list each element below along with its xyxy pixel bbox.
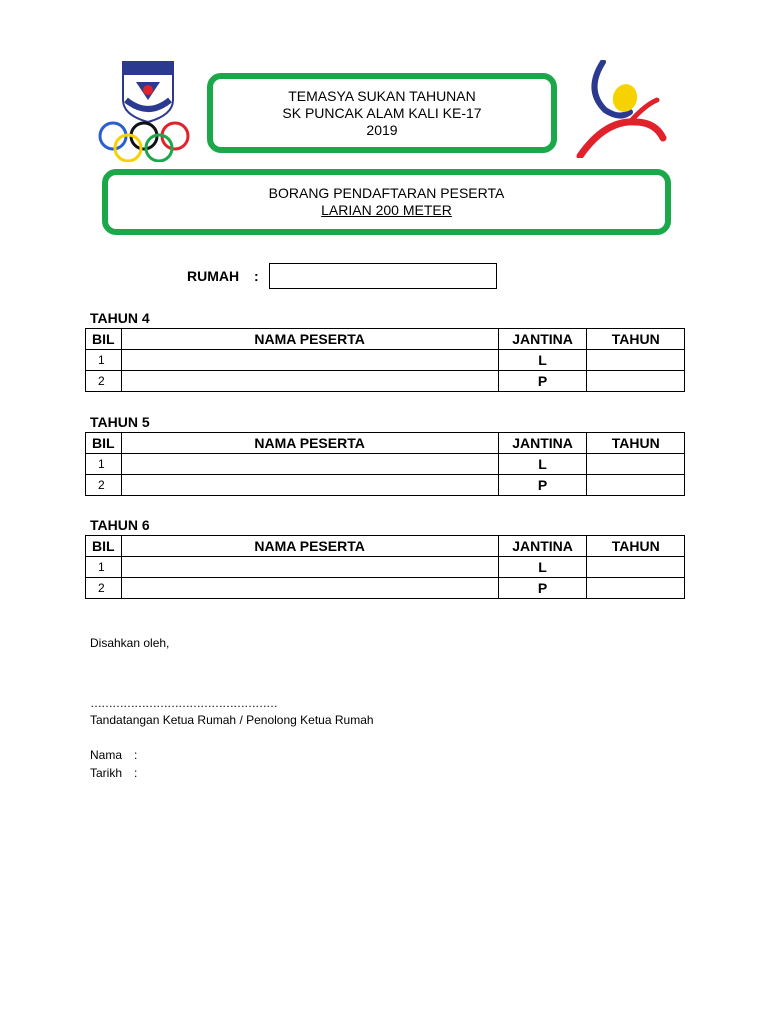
table-tahun-5 bbox=[85, 432, 685, 496]
sports-figure-logo bbox=[575, 60, 667, 158]
table-row bbox=[86, 371, 685, 392]
col-bil: BIL bbox=[86, 433, 122, 454]
cell-tahun-input[interactable] bbox=[587, 578, 685, 599]
cell-bil: 1 bbox=[86, 350, 122, 371]
table-row bbox=[86, 475, 685, 496]
event-title-box bbox=[207, 73, 557, 153]
cell-tahun-input[interactable] bbox=[587, 371, 685, 392]
cell-nama-input[interactable] bbox=[121, 557, 498, 578]
cell-nama-input[interactable] bbox=[121, 578, 498, 599]
section-title-tahun-6: TAHUN 6 bbox=[90, 517, 150, 533]
table-row bbox=[86, 350, 685, 371]
col-bil: BIL bbox=[86, 536, 122, 557]
name-label: Nama bbox=[90, 748, 123, 762]
col-jantina: JANTINA bbox=[498, 433, 587, 454]
cell-bil: 2 bbox=[86, 578, 122, 599]
name-colon: : bbox=[134, 748, 138, 762]
table-row bbox=[86, 454, 685, 475]
rumah-colon: : bbox=[254, 268, 259, 284]
col-nama: NAMA PESERTA bbox=[121, 329, 498, 350]
table-tahun-4 bbox=[85, 328, 685, 392]
form-title-box bbox=[102, 169, 671, 235]
cell-jantina: L bbox=[498, 557, 587, 578]
cell-jantina: P bbox=[498, 371, 587, 392]
cell-tahun-input[interactable] bbox=[587, 557, 685, 578]
cell-nama-input[interactable] bbox=[121, 454, 498, 475]
col-tahun: TAHUN bbox=[587, 536, 685, 557]
cell-jantina: L bbox=[498, 350, 587, 371]
table-header-row bbox=[86, 433, 685, 454]
cell-jantina: P bbox=[498, 475, 587, 496]
rumah-label: RUMAH bbox=[187, 268, 240, 284]
table-row bbox=[86, 557, 685, 578]
table-header-row bbox=[86, 329, 685, 350]
cell-bil: 1 bbox=[86, 454, 122, 475]
form-title-event: LARIAN 200 METER bbox=[321, 202, 452, 218]
col-nama: NAMA PESERTA bbox=[121, 536, 498, 557]
table-row bbox=[86, 578, 685, 599]
event-title-year: 2019 bbox=[366, 121, 398, 138]
col-jantina: JANTINA bbox=[498, 329, 587, 350]
cell-nama-input[interactable] bbox=[121, 475, 498, 496]
approved-by-label: Disahkan oleh, bbox=[90, 636, 170, 650]
col-nama: NAMA PESERTA bbox=[121, 433, 498, 454]
cell-jantina: L bbox=[498, 454, 587, 475]
cell-tahun-input[interactable] bbox=[587, 454, 685, 475]
rumah-input[interactable] bbox=[269, 263, 497, 289]
date-label: Tarikh bbox=[90, 766, 123, 780]
cell-tahun-input[interactable] bbox=[587, 350, 685, 371]
signature-line: …………………………………………… bbox=[90, 696, 277, 710]
event-title-line2: SK PUNCAK ALAM KALI KE-17 bbox=[282, 104, 482, 121]
school-crest-olympic-rings-logo bbox=[96, 60, 196, 162]
cell-nama-input[interactable] bbox=[121, 371, 498, 392]
table-tahun-6 bbox=[85, 535, 685, 599]
cell-bil: 2 bbox=[86, 371, 122, 392]
cell-jantina: P bbox=[498, 578, 587, 599]
cell-bil: 1 bbox=[86, 557, 122, 578]
form-title-line1: BORANG PENDAFTARAN PESERTA bbox=[268, 185, 505, 201]
col-jantina: JANTINA bbox=[498, 536, 587, 557]
cell-bil: 2 bbox=[86, 475, 122, 496]
event-title-line1: TEMASYA SUKAN TAHUNAN bbox=[288, 87, 476, 104]
cell-nama-input[interactable] bbox=[121, 350, 498, 371]
col-bil: BIL bbox=[86, 329, 122, 350]
col-tahun: TAHUN bbox=[587, 329, 685, 350]
date-colon: : bbox=[134, 766, 138, 780]
col-tahun: TAHUN bbox=[587, 433, 685, 454]
table-header-row bbox=[86, 536, 685, 557]
section-title-tahun-4: TAHUN 4 bbox=[90, 310, 150, 326]
section-title-tahun-5: TAHUN 5 bbox=[90, 414, 150, 430]
cell-tahun-input[interactable] bbox=[587, 475, 685, 496]
signature-label: Tandatangan Ketua Rumah / Penolong Ketua Rumah bbox=[90, 713, 374, 727]
